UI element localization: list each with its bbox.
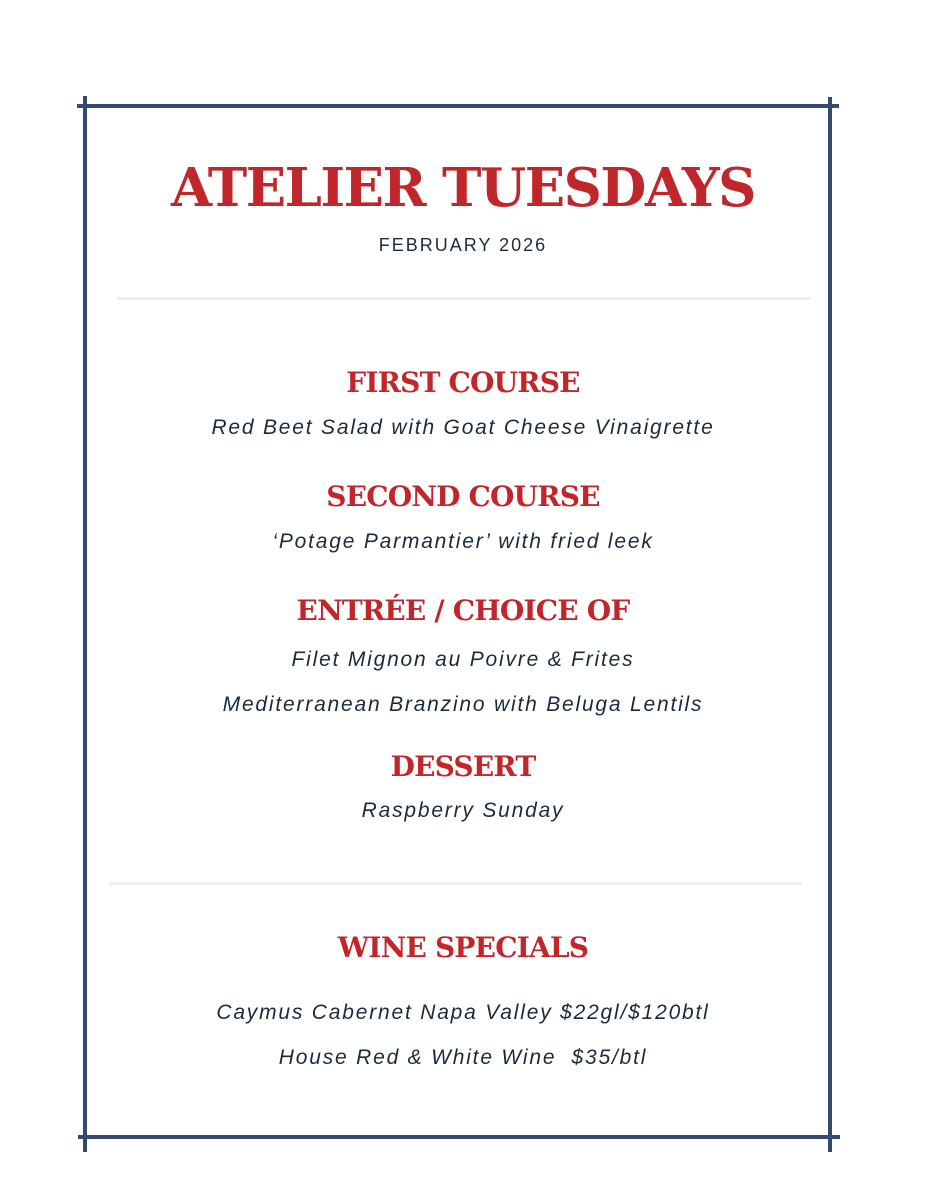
menu-item: Red Beet Salad with Goat Cheese Vinaigrette: [211, 416, 715, 439]
wine-item: Caymus Cabernet Napa Valley $22gl/$120btl: [216, 1001, 710, 1024]
section-heading-first-course: FIRST COURSE: [346, 366, 580, 399]
menu-title: ATELIER TUESDAYS: [171, 157, 755, 219]
section-heading-wine-specials: WINE SPECIALS: [337, 931, 589, 964]
wine-divider: [109, 882, 802, 885]
menu-item: Raspberry Sunday: [361, 799, 565, 822]
header-divider: [117, 297, 810, 300]
frame-top-line: [77, 104, 839, 108]
section-heading-entree: ENTRÉE / CHOICE OF: [296, 594, 630, 627]
wine-item: House Red & White Wine $35/btl: [278, 1046, 648, 1069]
section-heading-second-course: SECOND COURSE: [326, 480, 600, 513]
menu-item: Mediterranean Branzino with Beluga Lentils: [222, 693, 704, 716]
menu-item: Filet Mignon au Poivre & Frites: [291, 648, 635, 671]
frame-bottom-line: [78, 1135, 840, 1139]
menu-date: FEBRUARY 2026: [378, 235, 548, 255]
section-heading-dessert: DESSERT: [390, 750, 536, 783]
menu-item: ‘Potage Parmantier’ with fried leek: [272, 530, 654, 553]
